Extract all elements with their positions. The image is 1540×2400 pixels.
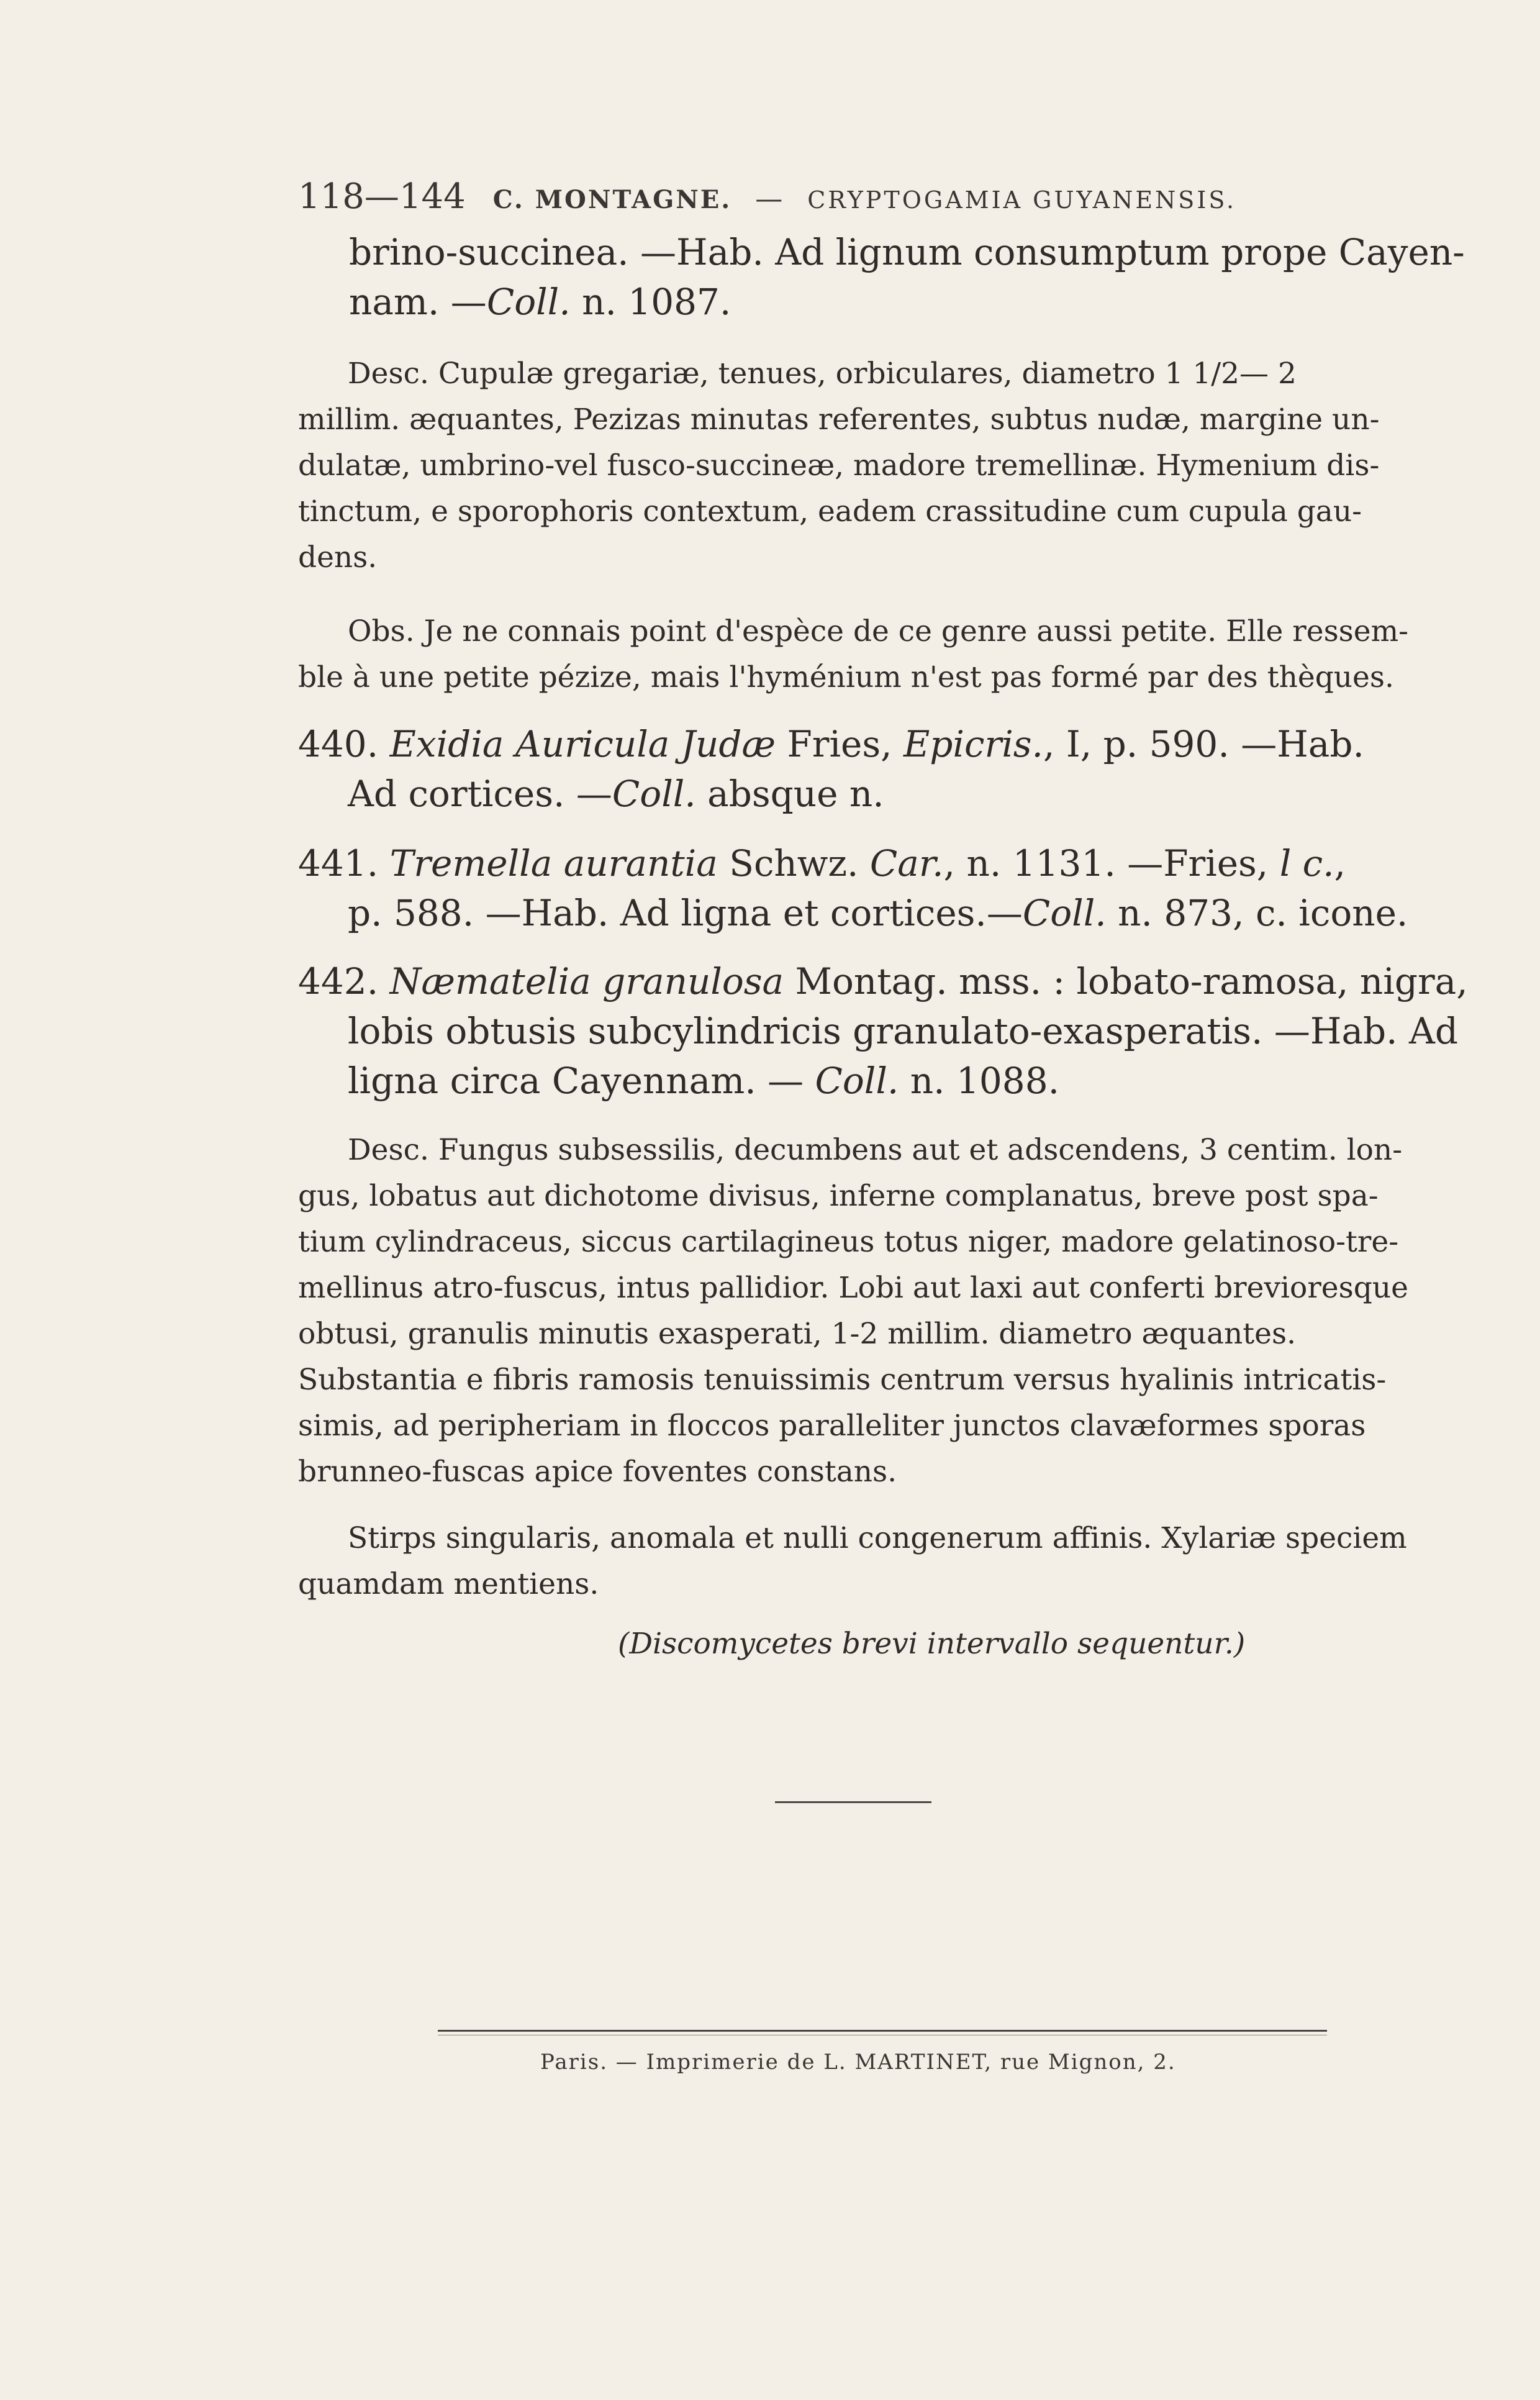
section-rule xyxy=(775,1801,931,1803)
text-line: simis, ad peripheriam in floccos paralleliter junctos clavæformes sporas xyxy=(298,1409,1366,1443)
text-line: p. 588. —Hab. Ad ligna et cortices.—Coll. n. 873, c. icone. xyxy=(348,892,1408,934)
running-header xyxy=(298,176,1354,220)
text-line: millim. æquantes, Pezizas minutas referentes, subtus nudæ, margine un- xyxy=(298,402,1380,437)
text-line: Desc. Fungus subsessilis, decumbens aut et adscendens, 3 centim. lon- xyxy=(348,1133,1403,1167)
text-line: 441. Tremella aurantia Schwz. Car., n. 1131. —Fries, l c., xyxy=(298,842,1346,884)
species-name: Exidia Auricula Judæ xyxy=(389,723,776,765)
text-line: gus, lobatus aut dichotome divisus, inferne complanatus, breve post spa- xyxy=(298,1179,1379,1213)
text-line: Ad cortices. —Coll. absque n. xyxy=(348,773,884,815)
description-paragraph-1 xyxy=(298,351,1478,581)
page-numbers: 118—144 xyxy=(298,176,466,217)
text-line: nam. —Coll. n. 1087. xyxy=(349,281,732,323)
author-name: C. MONTAGNE. xyxy=(492,185,732,214)
observation-paragraph xyxy=(298,609,1478,701)
text-line: dulatæ, umbrino-vel fusco-succineæ, madore tremellinæ. Hymenium dis- xyxy=(298,448,1380,483)
text-line: obtusi, granulis minutis exasperati, 1-2 millim. diametro æquantes. xyxy=(298,1317,1297,1351)
text-line: brunneo-fuscas apice foventes constans. xyxy=(298,1455,897,1489)
entry-number: 442. xyxy=(298,960,379,1002)
entry-number: 441. xyxy=(298,842,379,884)
continued-entry xyxy=(349,227,1498,327)
species-name: Tremella aurantia xyxy=(389,842,718,884)
text-line: mellinus atro-fuscus, intus pallidior. Lobi aut laxi aut conferti brevioresque xyxy=(298,1271,1408,1305)
entry-442 xyxy=(298,957,1478,1106)
text-line: brino-succinea. —Hab. Ad lignum consumptum prope Cayen- xyxy=(349,231,1465,273)
text-line: dens. xyxy=(298,540,378,575)
text-line: Stirps singularis, anomala et nulli congenerum affinis. Xylariæ speciem xyxy=(348,1521,1407,1555)
text-line: quamdam mentiens. xyxy=(298,1567,599,1601)
remarks-paragraph xyxy=(298,1516,1478,1607)
text-line: 440. Exidia Auricula Judæ Fries, Epicris., I, p. 590. —Hab. xyxy=(298,723,1364,765)
entry-number: 440. xyxy=(298,723,379,765)
text-line: tium cylindraceus, siccus cartilagineus totus niger, madore gelatinoso-tre- xyxy=(298,1225,1399,1259)
species-name: Næmatelia granulosa xyxy=(389,960,784,1002)
printer-imprint: Paris. — Imprimerie de L. MARTINET, rue Mignon, 2. xyxy=(540,2050,1176,2075)
closing-note xyxy=(618,1621,1425,1667)
text-line: 442. Næmatelia granulosa Montag. mss. : lobato-ramosa, nigra, xyxy=(298,960,1468,1002)
text-line: ble à une petite pézize, mais l'hyménium n'est pas formé par des thèques. xyxy=(298,660,1394,694)
footer-rule xyxy=(438,2030,1327,2032)
text-line: lobis obtusis subcylindricis granulato-exasperatis. —Hab. Ad xyxy=(348,1010,1459,1052)
text-line: tinctum, e sporophoris contextum, eadem crassitudine cum cupula gau- xyxy=(298,494,1362,529)
text-line: ligna circa Cayennam. — Coll. n. 1088. xyxy=(348,1060,1060,1102)
entry-440 xyxy=(298,719,1478,819)
text-line: Substantia e fibris ramosis tenuissimis centrum versus hyalinis intricatis- xyxy=(298,1363,1387,1397)
running-title: CRYPTOGAMIA GUYANENSIS. xyxy=(807,186,1237,214)
text-line: Desc. Cupulæ gregariæ, tenues, orbiculares, diametro 1 1/2— 2 xyxy=(348,357,1297,391)
text-line: Obs. Je ne connais point d'espèce de ce genre aussi petite. Elle ressem- xyxy=(348,614,1409,648)
text-line: (Discomycetes brevi intervallo sequentur.) xyxy=(618,1627,1246,1661)
description-paragraph-2 xyxy=(298,1127,1478,1495)
entry-441 xyxy=(298,839,1478,938)
header-dash: — xyxy=(755,183,784,215)
